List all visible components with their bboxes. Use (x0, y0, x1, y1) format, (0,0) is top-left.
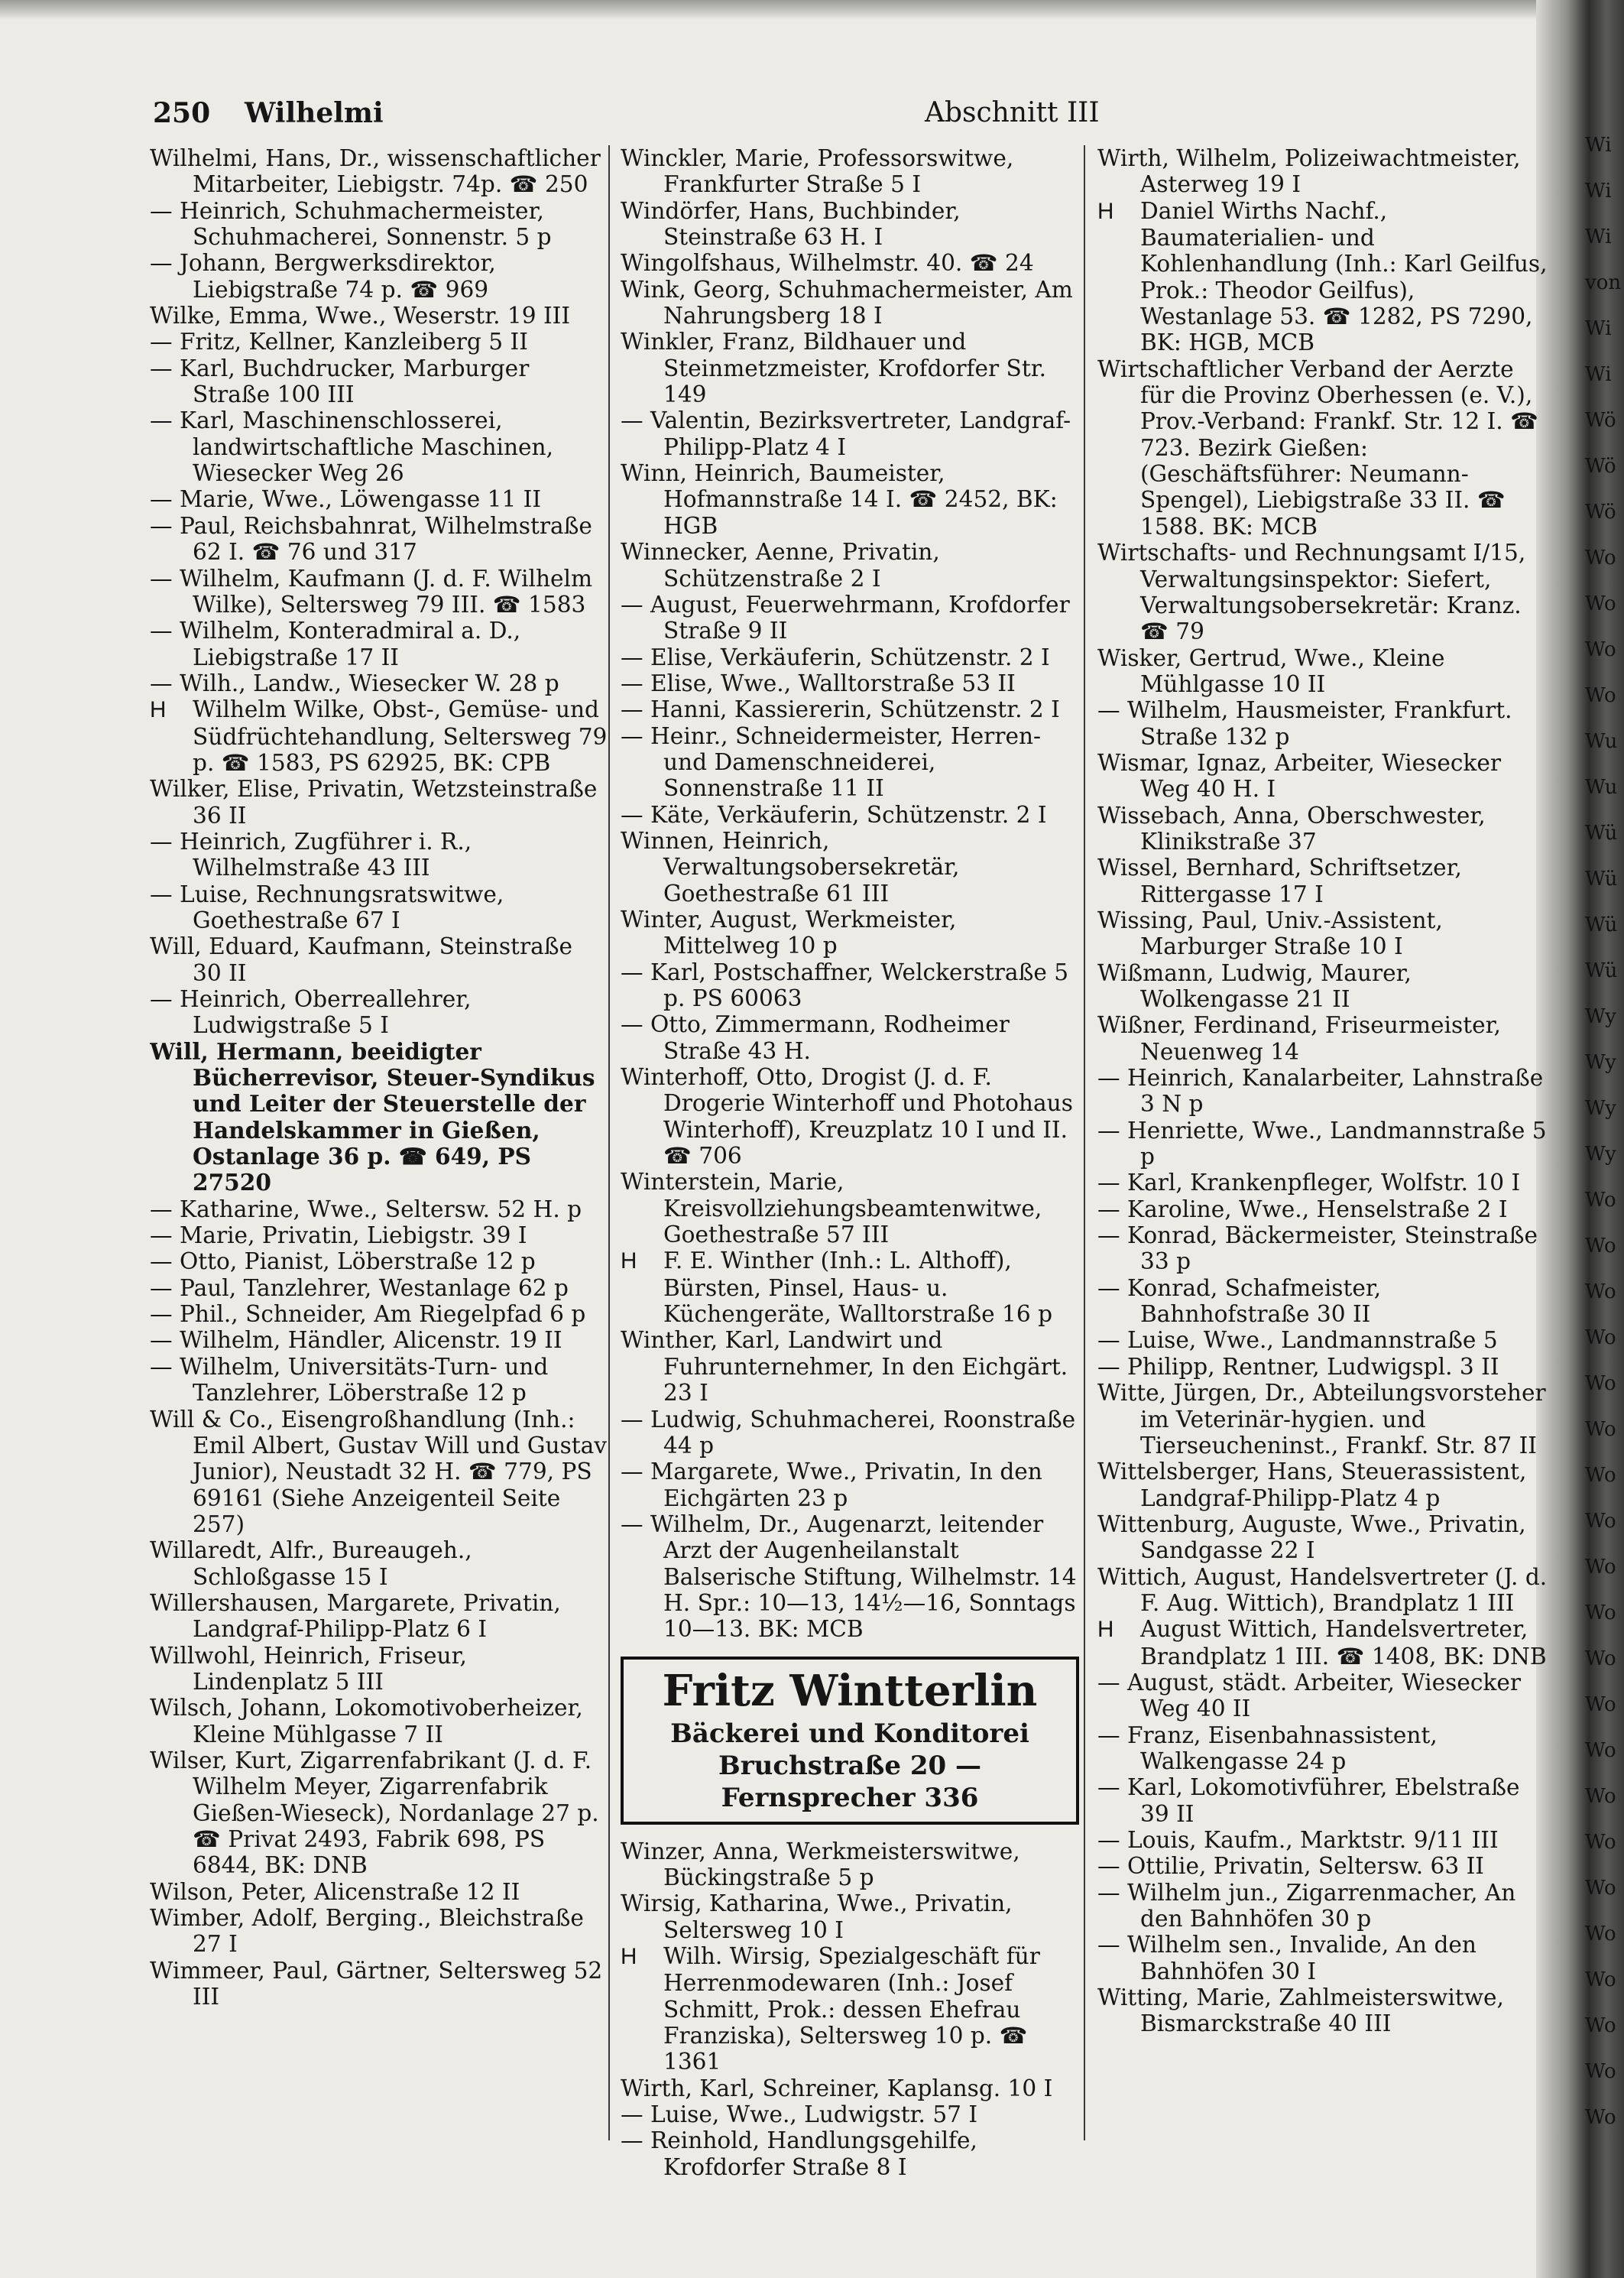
ad-subtitle: Bäckerei und Konditorei (670, 1718, 1029, 1749)
ad-address: Bruchstraße 20 — Fernsprecher 336 (718, 1750, 982, 1813)
page-top-shadow (0, 0, 1624, 20)
entry-text: — August, Feuerwehrmann, Krofdorfer Straße 9 II (621, 591, 1070, 644)
entry-text: — Reinhold, Handlungsgehilfe, Krofdorfer Straße 8 I (621, 2127, 977, 2180)
entry-text: Wismar, Ignaz, Arbeiter, Wiesecker Weg 40 H. I (1097, 749, 1502, 803)
directory-entry (1097, 1774, 1548, 1827)
entry-marker: H (150, 697, 167, 723)
directory-entry (150, 303, 608, 329)
entry-text: — Wilhelm jun., Zigarrenmacher, An den Bahnhöfen 30 p (1097, 1879, 1516, 1932)
entry-text: — Wilhelm, Universitäts-Turn- und Tanzlehrer, Löberstraße 12 p (150, 1353, 549, 1407)
marginalia-fragment: Wö (1585, 409, 1616, 432)
entry-text: — Karl, Postschaffner, Welckerstraße 5 p. PS 60063 (621, 959, 1069, 1011)
entry-text: Wittenburg, Auguste, Wwe., Privatin, Sandgasse 22 I (1097, 1511, 1526, 1564)
directory-entry (621, 1838, 1079, 1891)
directory-entry (621, 1064, 1079, 1169)
directory-entry (150, 986, 608, 1039)
directory-entry (150, 1879, 608, 1905)
directory-entry (1097, 540, 1548, 644)
marginalia-fragment: Wo (1585, 1831, 1616, 1854)
marginalia-fragment: Wo (1585, 1968, 1616, 1991)
directory-entry (1097, 1880, 1548, 1932)
entry-text: Wimmeer, Paul, Gärtner, Seltersweg 52 III (150, 1957, 603, 2010)
entry-text: Wimber, Adolf, Berging., Bleichstraße 27 I (150, 1905, 584, 1958)
entry-text: Wingolfshaus, Wilhelmstr. 40. ☎ 24 (621, 250, 1034, 277)
marginalia-fragment: Wo (1585, 1601, 1616, 1624)
marginalia-fragment: Wo (1585, 1739, 1616, 1762)
entry-text: Will & Co., Eisengroßhandlung (Inh.: Emil Albert, Gustav Will und Gustav Junior), Neustadt 32 H. ☎ 779, PS 69161 (Siehe Anzeigenteil Seite 257) (150, 1406, 608, 1537)
column-divider (1084, 145, 1085, 2140)
entry-text: Winnecker, Aenne, Privatin, Schützenstraße 2 I (621, 539, 940, 592)
entry-text: — Wilhelm, Dr., Augenarzt, leitender Arzt der Augenheilanstalt Balserische Stiftung, Wilhelmstr. 14 H. Spr.: 10—13, 14½—16, Sonntags 10—13. BK: MCB (621, 1511, 1077, 1643)
entry-text: Wirth, Wilhelm, Polizeiwachtmeister, Asterweg 19 I (1097, 145, 1521, 198)
entry-text: — Luise, Wwe., Ludwigstr. 57 I (621, 2101, 978, 2128)
directory-entry (621, 2101, 1079, 2127)
marginalia-fragment: Wy (1585, 1051, 1616, 1074)
directory-entry (621, 1943, 1079, 2075)
directory-entry (150, 198, 608, 251)
directory-entry (1097, 1616, 1548, 1670)
entry-text: Winterstein, Marie, Kreisvollziehungsbeamtenwitwe, Goethestraße 57 III (621, 1169, 1042, 1248)
directory-entry (621, 828, 1079, 907)
directory-entry (1097, 1670, 1548, 1722)
marginalia-fragment: Wo (1585, 1923, 1616, 1945)
directory-entry (621, 592, 1079, 644)
entry-text: — Karoline, Wwe., Henselstraße 2 I (1097, 1196, 1508, 1222)
page-number: 250 (153, 97, 211, 129)
directory-entry (621, 1890, 1079, 1943)
directory-entry (150, 776, 608, 829)
directory-entry (150, 618, 608, 670)
marginalia-fragment: Wy (1585, 1005, 1616, 1028)
entry-text: Daniel Wirths Nachf., Baumaterialien- und Kohlenhandlung (Inh.: Karl Geilfus, Prok.: Theodor Geilfus), Westanlage 53. ☎ 1282, PS 7290, BK: HGB, MCB (1140, 197, 1548, 356)
page-header (153, 90, 1528, 136)
entry-text: Windörfer, Hans, Buchbinder, Steinstraße 63 H. I (621, 197, 961, 251)
entry-text: Willwohl, Heinrich, Friseur, Lindenplatz 5 III (150, 1642, 467, 1695)
entry-text: — Louis, Kaufm., Marktstr. 9/11 III (1097, 1827, 1499, 1853)
entry-text: Winzer, Anna, Werkmeisterswitwe, Bückingstraße 5 p (621, 1838, 1020, 1890)
directory-column-2 (621, 145, 1079, 2180)
entry-text: — Valentin, Bezirksvertreter, Landgraf-Philipp-Platz 4 I (621, 407, 1071, 460)
directory-entry (621, 145, 1079, 198)
entry-text: Wilhelmi, Hans, Dr., wissenschaftlicher Mitarbeiter, Liebigstr. 74p. ☎ 250 (150, 145, 601, 198)
marginalia-fragment: Wo (1585, 638, 1616, 661)
marginalia-fragment: Wo (1585, 1693, 1616, 1716)
entry-text: F. E. Winther (Inh.: L. Althoff), Bürsten, Pinsel, Haus- u. Küchengeräte, Walltorstraße 16 p (663, 1248, 1053, 1328)
entry-text: — Margarete, Wwe., Privatin, In den Eichgärten 23 p (621, 1459, 1042, 1511)
directory-entry (1097, 1065, 1548, 1118)
directory-entry (621, 959, 1079, 1012)
entry-text: Wilser, Kurt, Zigarrenfabrikant (J. d. F. Wilhelm Meyer, Zigarrenfabrik Gießen-Wieseck), Nordanlage 27 p. ☎ Privat 2493, Fabrik 698, PS 6844, BK: DNB (150, 1747, 599, 1879)
directory-entry (150, 881, 608, 934)
marginalia-fragment: Wü (1585, 868, 1618, 891)
entry-text: Wilhelm Wilke, Obst-, Gemüse- und Südfrüchtehandlung, Seltersweg 79 p. ☎ 1583, PS 62925, BK: CPB (193, 696, 608, 776)
directory-entry (621, 250, 1079, 276)
directory-entry (621, 723, 1079, 802)
entry-text: Wilsch, Johann, Lokomotivoberheizer, Kleine Mühlgasse 7 II (150, 1695, 583, 1747)
marginalia-fragment: Wo (1585, 1464, 1616, 1487)
entry-text: Winther, Karl, Landwirt und Fuhrunternehmer, In den Eichgärt. 23 I (621, 1327, 1068, 1407)
entry-text: Witting, Marie, Zahlmeisterswitwe, Bismarckstraße 40 III (1097, 1984, 1504, 2037)
entry-text: Willaredt, Alfr., Bureaugeh., Schloßgasse 15 I (150, 1537, 472, 1590)
entry-text: Winkler, Franz, Bildhauer und Steinmetzmeister, Krofdorfer Str. 149 (621, 329, 1047, 408)
marginalia-fragment: Wi (1585, 134, 1612, 157)
entry-text: Wilh. Wirsig, Spezialgeschäft für Herrenmodewaren (Inh.: Josef Schmitt, Prok.: dessen Ehefrau Franziska), Seltersweg 10 p. ☎ 1361 (663, 1942, 1040, 2075)
entry-text: — Philipp, Rentner, Ludwigspl. 3 II (1097, 1353, 1499, 1380)
marginalia-fragment: Wo (1585, 2014, 1616, 2037)
entry-text: Will, Eduard, Kaufmann, Steinstraße 30 II (150, 933, 573, 986)
entry-text: — Wilhelm, Händler, Alicenstr. 19 II (150, 1327, 562, 1354)
entry-text: August Wittich, Handelsvertreter, Brandplatz 1 III. ☎ 1408, BK: DNB (1140, 1616, 1547, 1670)
marginalia-fragment: Wo (1585, 1647, 1616, 1670)
directory-entry (1097, 1354, 1548, 1380)
entry-text: Winckler, Marie, Professorswitwe, Frankfurter Straße 5 I (621, 145, 1014, 198)
directory-entry (150, 1039, 608, 1196)
directory-entry (621, 198, 1079, 251)
marginalia-fragment: Wü (1585, 913, 1618, 936)
entry-text: Wißmann, Ludwig, Maurer, Wolkengasse 21 II (1097, 959, 1412, 1012)
entry-text: Winn, Heinrich, Baumeister, Hofmannstraße 14 I. ☎ 2452, BK: HGB (621, 460, 1058, 539)
entry-text: Wissebach, Anna, Oberschwester, Klinikstraße 37 (1097, 802, 1486, 855)
entry-marker: H (621, 1943, 637, 1969)
entry-marker: H (1097, 1617, 1114, 1643)
directory-entry (621, 696, 1079, 722)
running-head: Wilhelmi (245, 97, 384, 129)
entry-text: — Elise, Verkäuferin, Schützenstr. 2 I (621, 644, 1050, 670)
directory-entry (150, 566, 608, 618)
directory-entry (150, 670, 608, 696)
directory-entry (621, 460, 1079, 539)
entry-text: Winter, August, Werkmeister, Mittelweg 10 p (621, 906, 957, 959)
entry-text: Winterhoff, Otto, Drogist (J. d. F. Drogerie Winterhoff und Photohaus Winterhoff), Kreuzplatz 10 I und II. ☎ 706 (621, 1064, 1073, 1170)
marginalia-fragment: Wy (1585, 1143, 1616, 1166)
directory-entry (150, 1275, 608, 1301)
directory-entry (1097, 1827, 1548, 1853)
marginalia-fragment: Wo (1585, 1510, 1616, 1533)
directory-entry (1097, 1222, 1548, 1275)
entry-text: — Karl, Buchdrucker, Marburger Straße 100 III (150, 355, 530, 408)
marginalia-fragment: Wo (1585, 1189, 1616, 1212)
entry-text: Wissing, Paul, Univ.-Assistent, Marburger Straße 10 I (1097, 907, 1443, 960)
marginalia-fragment: Wo (1585, 592, 1616, 615)
marginalia-fragment: Wü (1585, 959, 1618, 982)
facing-page-marginalia (1585, 122, 1623, 2140)
directory-entry (150, 1222, 608, 1248)
directory-entry (1097, 1170, 1548, 1196)
entry-text: — Karl, Krankenpfleger, Wolfstr. 10 I (1097, 1170, 1521, 1196)
entry-text: — Wilhelm, Kaufmann (J. d. F. Wilhelm Wilke), Seltersweg 79 III. ☎ 1583 (150, 565, 593, 618)
entry-text: — Marie, Wwe., Löwengasse 11 II (150, 486, 542, 513)
entry-text: Wirtschaftlicher Verband der Aerzte für die Provinz Oberhessen (e. V.), Prov.-Verband: Frankf. Str. 12 I. ☎ 723. Bezirk Gießen: (Geschäftsführer: Neumann-Spengel), Liebigstraße 33 II. ☎ 1588. BK: MCB (1097, 355, 1538, 540)
directory-entry (1097, 1564, 1548, 1617)
advertisement-box (621, 1657, 1079, 1825)
directory-entry (1097, 1932, 1548, 1984)
entry-marker: H (1097, 198, 1114, 224)
entry-text: Wirtschafts- und Rechnungsamt I/15, Verwaltungsinspektor: Siefert, Verwaltungsobersekretär: Kranz. ☎ 79 (1097, 540, 1526, 645)
marginalia-fragment: Wi (1585, 180, 1612, 203)
directory-entry (1097, 356, 1548, 540)
entry-text: — Johann, Bergwerksdirektor, Liebigstraße 74 p. ☎ 969 (150, 250, 496, 303)
entry-text: — Luise, Wwe., Landmannstraße 5 (1097, 1327, 1498, 1354)
directory-entry (621, 1459, 1079, 1511)
entry-text: — Elise, Wwe., Walltorstraße 53 II (621, 670, 1016, 696)
marginalia-fragment: Wi (1585, 226, 1612, 248)
directory-entry (621, 1248, 1079, 1327)
entry-text: — Franz, Eisenbahnassistent, Walkengasse 24 p (1097, 1721, 1438, 1774)
entry-text: — Otto, Zimmermann, Rodheimer Straße 43 H. (621, 1011, 1010, 1064)
directory-entry (1097, 145, 1548, 198)
entry-text: — Luise, Rechnungsratswitwe, Goethestraße 67 I (150, 881, 504, 933)
marginalia-fragment: Wö (1585, 501, 1616, 524)
entry-text: Wisker, Gertrud, Wwe., Kleine Mühlgasse 10 II (1097, 644, 1445, 697)
entry-text: — Paul, Reichsbahnrat, Wilhelmstraße 62 I. ☎ 76 und 317 (150, 512, 592, 566)
entry-text: — Otto, Pianist, Löberstraße 12 p (150, 1248, 536, 1275)
entry-text: — Heinrich, Zugführer i. R., Wilhelmstraße 43 III (150, 828, 472, 881)
entry-text: — Fritz, Kellner, Kanzleiberg 5 II (150, 329, 528, 355)
entry-text: — Phil., Schneider, Am Riegelpfad 6 p (150, 1301, 586, 1328)
directory-entry (1097, 198, 1548, 356)
directory-entry (1097, 645, 1548, 698)
entry-text: — Karl, Lokomotivführer, Ebelstraße 39 II (1097, 1774, 1520, 1827)
ad-title: Fritz Wintterlin (662, 1665, 1038, 1716)
marginalia-fragment: Wu (1585, 730, 1618, 753)
directory-entry (621, 2127, 1079, 2180)
entry-text: — Hanni, Kassiererin, Schützenstr. 2 I (621, 696, 1060, 723)
directory-entry (150, 1695, 608, 1747)
entry-text: — Heinr., Schneidermeister, Herren- und Damenschneiderei, Sonnenstraße 11 II (621, 722, 1042, 802)
entry-text: — Wilhelm, Hausmeister, Frankfurt. Straße 132 p (1097, 697, 1512, 750)
directory-entry (1097, 750, 1548, 803)
marginalia-fragment: Wo (1585, 547, 1616, 570)
entry-text: — Heinrich, Schuhmachermeister, Schuhmacherei, Sonnenstr. 5 p (150, 197, 552, 251)
directory-entry (621, 2075, 1079, 2101)
directory-entry (1097, 1511, 1548, 1564)
directory-column-3 (1097, 145, 1548, 2037)
directory-entry (1097, 1380, 1548, 1459)
entry-text: — Konrad, Schafmeister, Bahnhofstraße 30 II (1097, 1274, 1382, 1328)
entry-text: — Konrad, Bäckermeister, Steinstraße 33 p (1097, 1222, 1538, 1275)
directory-entry (150, 933, 608, 986)
marginalia-fragment: Wo (1585, 1785, 1616, 1808)
marginalia-fragment: Wo (1585, 1556, 1616, 1579)
marginalia-fragment: Wö (1585, 455, 1616, 478)
entry-marker: H (621, 1248, 637, 1274)
entry-text: Will, Hermann, beeidigter Bücherrevisor, Steuer-Syndikus und Leiter der Steuerstelle der Handelskammer in Gießen, Ostanlage 36 p. ☎ 649, PS 27520 (150, 1038, 595, 1196)
directory-entry (150, 1747, 608, 1879)
directory-entry (150, 1196, 608, 1222)
entry-text: Wißner, Ferdinand, Friseurmeister, Neuenweg 14 (1097, 1012, 1501, 1065)
marginalia-fragment: Wi (1585, 363, 1612, 386)
directory-entry (621, 329, 1079, 407)
entry-text: — Katharine, Wwe., Seltersw. 52 H. p (150, 1196, 582, 1222)
directory-entry (150, 1643, 608, 1696)
directory-entry (1097, 855, 1548, 907)
entry-text: — Heinrich, Oberreallehrer, Ludwigstraße 5 I (150, 986, 472, 1039)
entry-text: — Henriette, Wwe., Landmannstraße 5 p (1097, 1117, 1547, 1170)
entry-text: — Wilhelm sen., Invalide, An den Bahnhöfen 30 I (1097, 1932, 1477, 1984)
directory-entry (1097, 803, 1548, 855)
section-title: Abschnitt III (925, 97, 1100, 128)
directory-entry (1097, 1722, 1548, 1775)
entry-text: Wilke, Emma, Wwe., Weserstr. 19 III (150, 303, 571, 329)
entry-text: — Käte, Verkäuferin, Schützenstr. 2 I (621, 801, 1047, 828)
directory-entry (150, 1590, 608, 1643)
marginalia-fragment: Wo (1585, 1280, 1616, 1303)
entry-text: Wittelsberger, Hans, Steuerassistent, Landgraf-Philipp-Platz 4 p (1097, 1459, 1527, 1511)
entry-text: — Ottilie, Privatin, Seltersw. 63 II (1097, 1853, 1484, 1880)
directory-entry (150, 1958, 608, 2010)
directory-entry (150, 1354, 608, 1407)
directory-entry (621, 1327, 1079, 1406)
marginalia-fragment: Wo (1585, 1235, 1616, 1257)
entry-text: — Wilh., Landw., Wiesecker W. 28 p (150, 670, 559, 696)
directory-entry (150, 1537, 608, 1590)
marginalia-fragment: Wo (1585, 1877, 1616, 1900)
marginalia-fragment: Wy (1585, 1097, 1616, 1120)
directory-entry (621, 1011, 1079, 1064)
directory-entry (621, 1511, 1079, 1643)
directory-entry (621, 670, 1079, 696)
directory-entry (1097, 1012, 1548, 1065)
directory-entry (150, 1327, 608, 1353)
directory-entry (150, 696, 608, 776)
directory-entry (1097, 1327, 1548, 1353)
marginalia-fragment: Wo (1585, 1326, 1616, 1349)
directory-entry (150, 407, 608, 486)
directory-entry (1097, 1459, 1548, 1511)
marginalia-fragment: Wo (1585, 2060, 1616, 2083)
directory-entry (150, 1905, 608, 1958)
directory-entry (150, 1407, 608, 1538)
entry-text: Wirsig, Katharina, Wwe., Privatin, Seltersweg 10 I (621, 1890, 1013, 1943)
marginalia-fragment: Wo (1585, 2106, 1616, 2129)
directory-entry (1097, 1275, 1548, 1328)
directory-entry (1097, 1118, 1548, 1170)
directory-entry (621, 907, 1079, 959)
marginalia-fragment: Wo (1585, 1372, 1616, 1395)
directory-entry (1097, 697, 1548, 750)
entry-text: Wilker, Elise, Privatin, Wetzsteinstraße 36 II (150, 776, 598, 829)
entry-text: — Marie, Privatin, Liebigstr. 39 I (150, 1222, 527, 1249)
directory-entry (150, 329, 608, 355)
directory-column-1 (150, 145, 608, 2010)
marginalia-fragment: Wu (1585, 776, 1618, 799)
entry-text: Wittich, August, Handelsvertreter (J. d. F. Aug. Wittich), Brandplatz 1 III (1097, 1563, 1548, 1616)
directory-entry (621, 1407, 1079, 1459)
directory-entry (621, 407, 1079, 460)
entry-text: Wilson, Peter, Alicenstraße 12 II (150, 1878, 520, 1905)
directory-entry (621, 1169, 1079, 1248)
directory-entry (150, 145, 608, 198)
entry-text: Wirth, Karl, Schreiner, Kaplansg. 10 I (621, 2075, 1053, 2101)
marginalia-fragment: Wi (1585, 317, 1612, 340)
marginalia-fragment: Wo (1585, 1418, 1616, 1441)
directory-entry (621, 644, 1079, 670)
marginalia-fragment: Wo (1585, 684, 1616, 707)
entry-text: — Ludwig, Schuhmacherei, Roonstraße 44 p (621, 1406, 1076, 1459)
column-divider (608, 145, 610, 2140)
directory-entry (150, 829, 608, 881)
marginalia-fragment: von (1585, 271, 1622, 294)
directory-entry (1097, 1984, 1548, 2037)
directory-entry (1097, 1853, 1548, 1879)
entry-text: — Karl, Maschinenschlosserei, landwirtschaftliche Maschinen, Wiesecker Weg 26 (150, 407, 554, 487)
directory-entry (150, 355, 608, 408)
entry-text: — Heinrich, Kanalarbeiter, Lahnstraße 3 N p (1097, 1065, 1544, 1118)
directory-entry (621, 277, 1079, 329)
entry-text: — Wilhelm, Konteradmiral a. D., Liebigstraße 17 II (150, 618, 521, 670)
directory-entry (150, 250, 608, 303)
directory-entry (150, 1301, 608, 1327)
marginalia-fragment: Wü (1585, 822, 1618, 845)
entry-text: Willershausen, Margarete, Privatin, Landgraf-Philipp-Platz 6 I (150, 1589, 561, 1643)
entry-text: Witte, Jürgen, Dr., Abteilungsvorsteher im Veterinär-hygien. und Tierseucheninst., Frankf. Str. 87 II (1097, 1380, 1546, 1459)
entry-text: Wissel, Bernhard, Schriftsetzer, Rittergasse 17 I (1097, 855, 1462, 907)
directory-entry (1097, 960, 1548, 1013)
directory-entry (150, 513, 608, 566)
entry-text: Wink, Georg, Schuhmachermeister, Am Nahrungsberg 18 I (621, 276, 1073, 329)
directory-entry (621, 539, 1079, 592)
directory-entry (150, 1248, 608, 1274)
directory-entry (621, 802, 1079, 828)
entry-text: — Paul, Tanzlehrer, Westanlage 62 p (150, 1274, 569, 1301)
directory-entry (150, 486, 608, 512)
directory-entry (1097, 907, 1548, 960)
entry-text: — August, städt. Arbeiter, Wiesecker Weg 40 II (1097, 1669, 1522, 1722)
entry-text: Winnen, Heinrich, Verwaltungsobersekretär, Goethestraße 61 III (621, 827, 960, 907)
directory-entry (1097, 1196, 1548, 1222)
